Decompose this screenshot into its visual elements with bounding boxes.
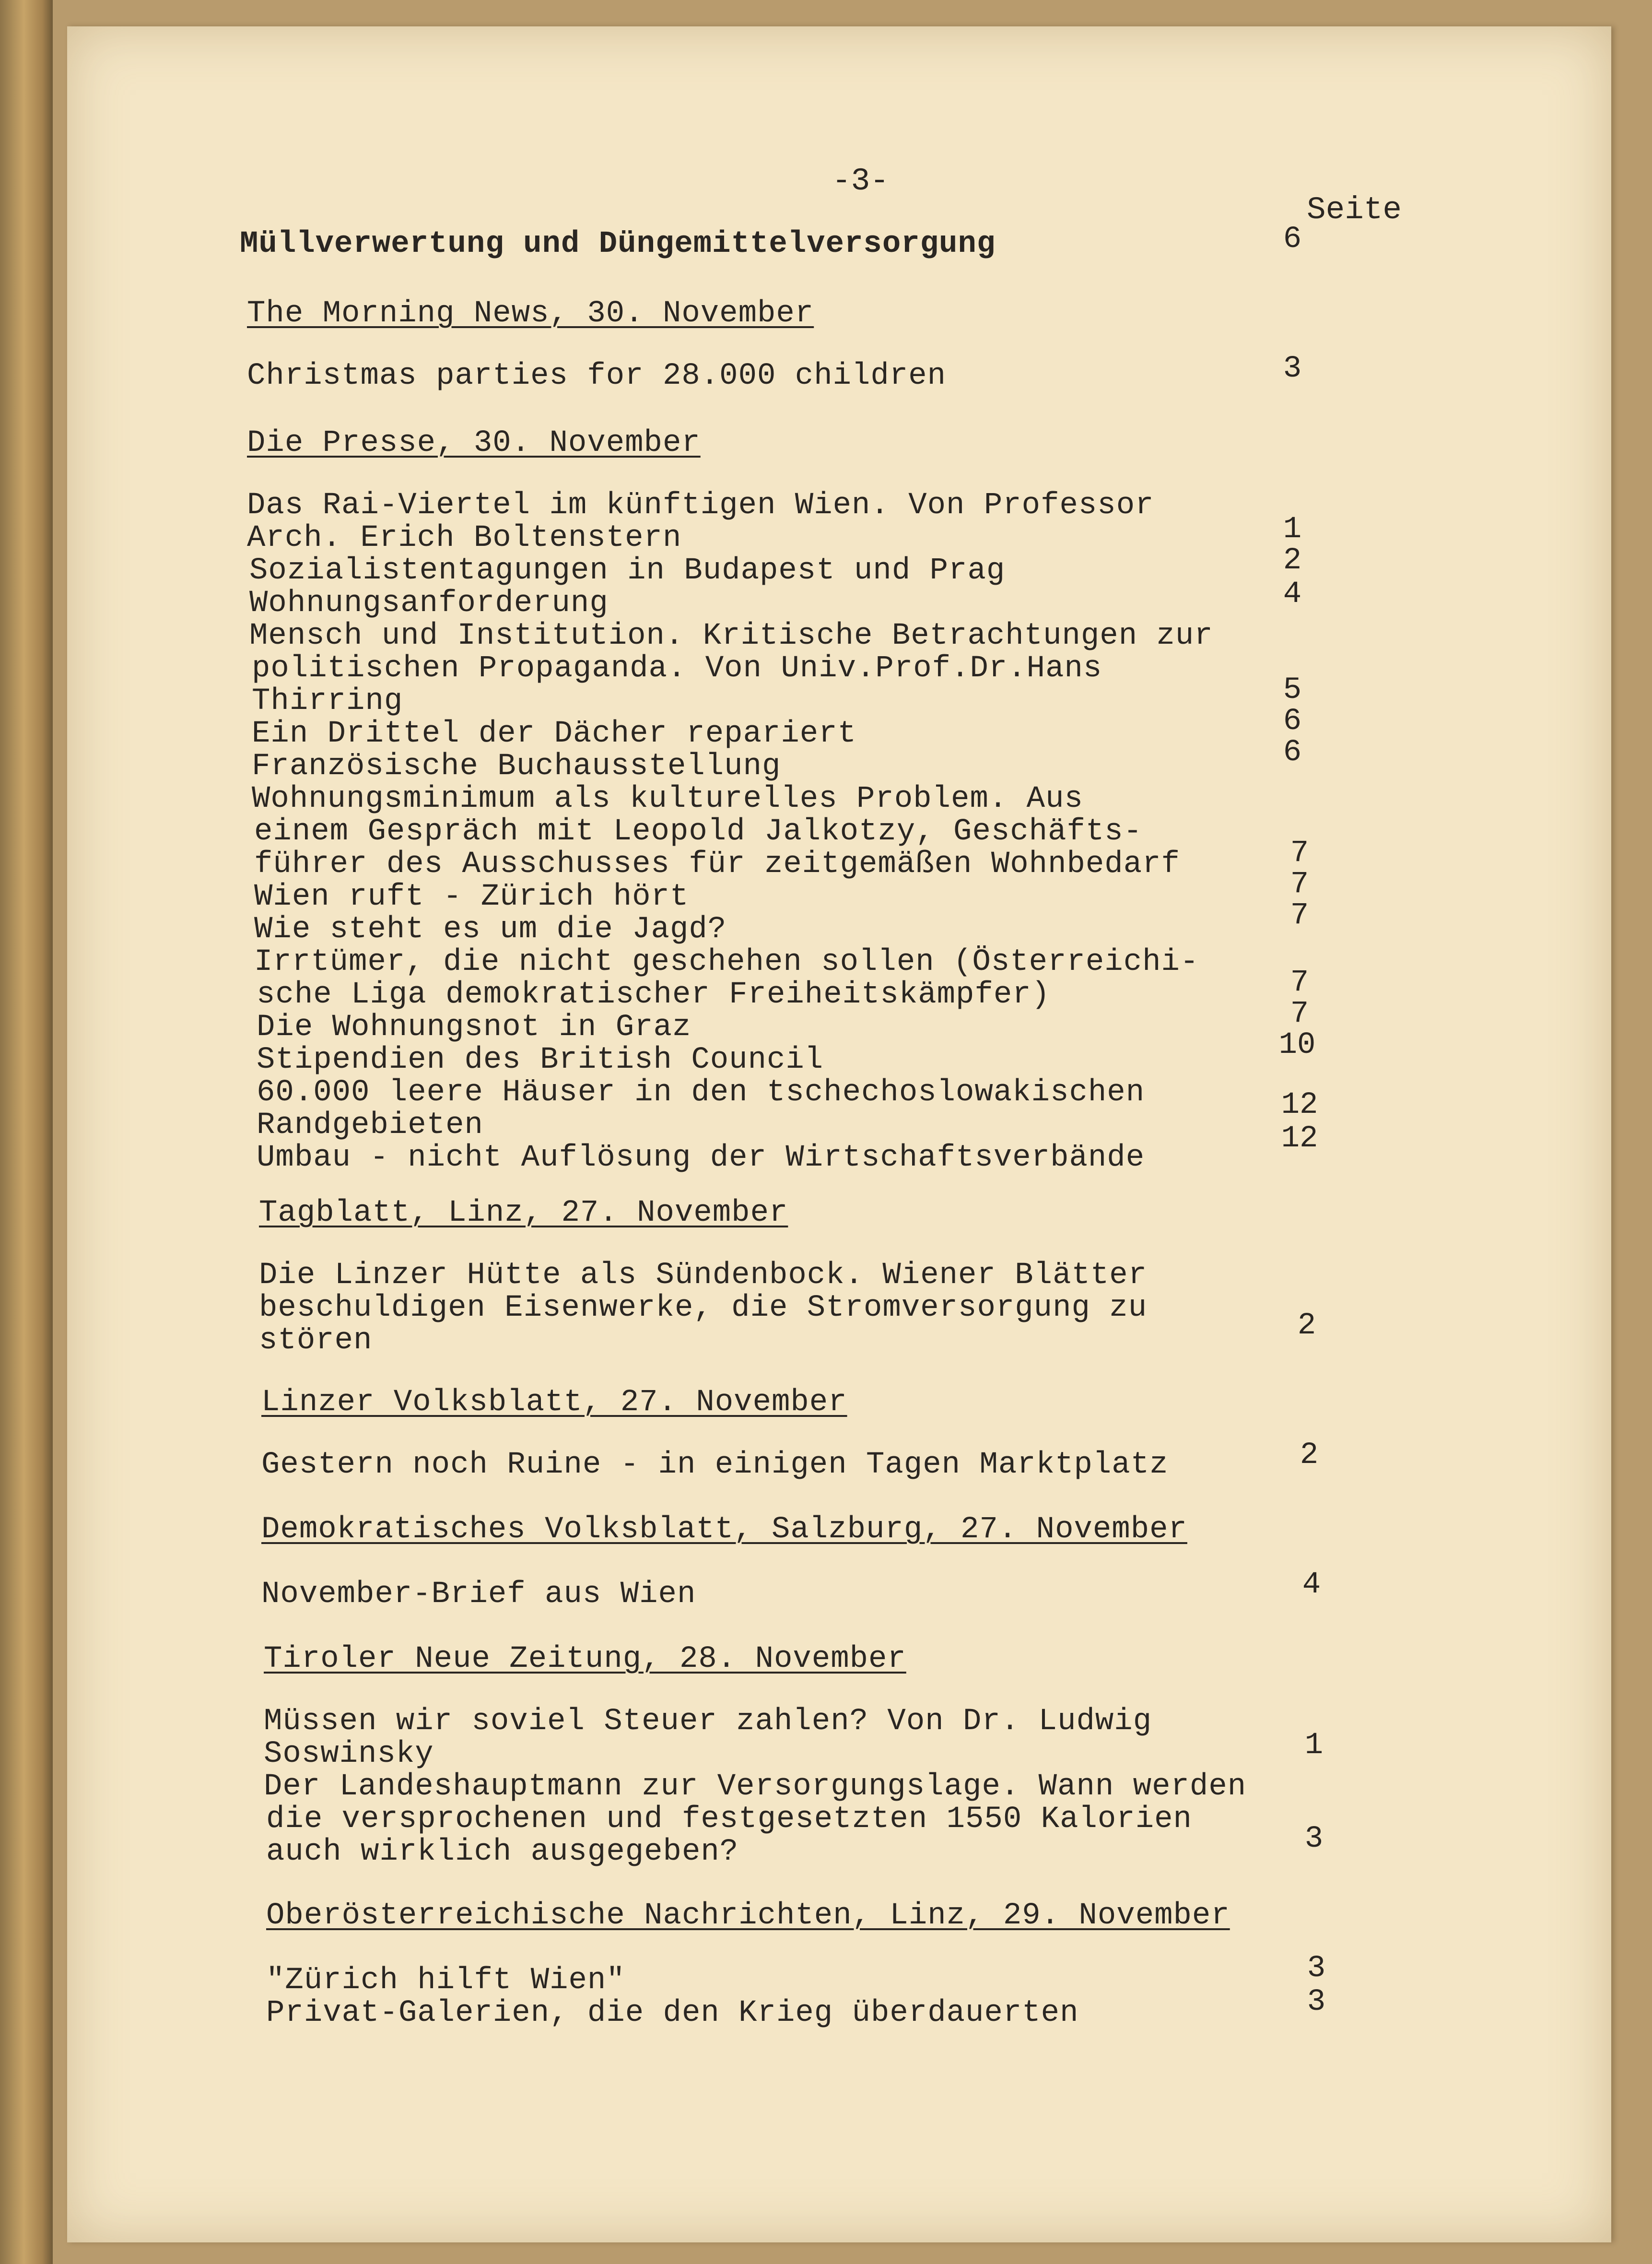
entry-line: Christmas parties for 28.000 children [247,359,947,393]
entry-line: Mensch und Institution. Kritische Betrachtungen zur [249,619,1213,653]
section-heading: The Morning News, 30. November [247,296,814,331]
entry-page: 7 [1290,898,1309,933]
entry-page: 4 [1302,1568,1321,1602]
entry-page: 7 [1290,836,1309,871]
entry-line: 60.000 leere Häuser in den tschechoslowakischen [257,1075,1145,1110]
entry-page: 3 [1307,1951,1326,1986]
entry-page: 6 [1283,735,1302,770]
top-entry-title: Müllverwertung und Düngemittelversorgung [240,227,996,261]
section-heading: Tagblatt, Linz, 27. November [259,1196,788,1230]
entry-line: sche Liga demokratischer Freiheitskämpfer) [257,978,1051,1012]
entry-line: Gestern noch Ruine - in einigen Tagen Marktplatz [261,1448,1169,1482]
entry-line: auch wirklich ausgegeben? [266,1835,739,1869]
entry-line: November-Brief aus Wien [261,1577,696,1612]
entry-page: 12 [1281,1121,1318,1156]
entry-page: 3 [1283,352,1302,386]
entry-line: einem Gespräch mit Leopold Jalkotzy, Geschäfts- [254,814,1143,849]
entry-line: Das Rai-Viertel im künftigen Wien. Von Professor [247,488,1154,523]
entry-line: Umbau - nicht Auflösung der Wirtschaftsverbände [257,1141,1145,1175]
entry-page: 6 [1283,704,1302,739]
entry-line: Privat-Galerien, die den Krieg überdauerten [266,1996,1079,2030]
entry-page: 7 [1290,867,1309,902]
section-heading: Oberösterreichische Nachrichten, Linz, 29. November [266,1898,1230,1933]
entry-line: "Zürich hilft Wien" [266,1963,625,1998]
section-heading: Tiroler Neue Zeitung, 28. November [264,1642,906,1676]
entry-line: Wien ruft - Zürich hört [254,880,689,914]
entry-line: Soswinsky [264,1737,434,1771]
document-page [67,26,1611,2242]
entry-page: 7 [1290,966,1309,1000]
top-entry-page: 6 [1283,222,1302,257]
binding-edge [0,0,53,2264]
section-heading: Linzer Volksblatt, 27. November [261,1385,847,1420]
entry-line: Müssen wir soviel Steuer zahlen? Von Dr. Ludwig [264,1704,1152,1739]
page-number: -3- [832,163,889,199]
entry-line: politischen Propaganda. Von Univ.Prof.Dr.Hans [252,651,1102,686]
seite-label: Seite [1307,192,1402,228]
entry-line: Arch. Erich Boltenstern [247,521,682,555]
entry-page: 7 [1290,997,1309,1031]
entry-line: Irrtümer, die nicht geschehen sollen (Österreichi- [254,945,1199,979]
entry-line: beschuldigen Eisenwerke, die Stromversorgung zu [259,1291,1148,1325]
entry-line: die versprochenen und festgesetzten 1550 Kalorien [266,1802,1192,1837]
entry-page: 1 [1304,1728,1324,1763]
entry-line: Wohnungsanforderung [249,586,609,621]
entry-line: stören [259,1323,373,1358]
section-heading: Demokratisches Volksblatt, Salzburg, 27. November [261,1512,1187,1547]
entry-line: Wohnungsminimum als kulturelles Problem. Aus [252,782,1083,816]
entry-page: 2 [1297,1309,1316,1343]
entry-page: 5 [1283,673,1302,708]
entry-line: Die Linzer Hütte als Sündenbock. Wiener Blätter [259,1258,1148,1293]
entry-page: 3 [1307,1985,1326,2019]
entry-line: Französische Buchausstellung [252,749,781,784]
entry-line: Wie steht es um die Jagd? [254,912,727,947]
entry-page: 1 [1283,512,1302,547]
entry-line: Die Wohnungsnot in Graz [257,1010,691,1045]
entry-line: Ein Drittel der Dächer repariert [252,717,856,751]
entry-line: Stipendien des British Council [257,1043,824,1077]
entry-page: 3 [1304,1822,1324,1856]
entry-line: führer des Ausschusses für zeitgemäßen Wohnbedarf [254,847,1180,882]
entry-page: 12 [1281,1088,1318,1122]
entry-page: 2 [1300,1438,1319,1473]
entry-line: Randgebieten [257,1108,483,1143]
entry-page: 10 [1278,1028,1316,1062]
entry-line: Sozialistentagungen in Budapest und Prag [249,554,1006,588]
entry-line: Thirring [252,684,403,719]
entry-line: Der Landeshauptmann zur Versorgungslage. Wann werden [264,1769,1247,1804]
entry-page: 4 [1283,577,1302,612]
entry-page: 2 [1283,543,1302,578]
section-heading: Die Presse, 30. November [247,426,701,460]
